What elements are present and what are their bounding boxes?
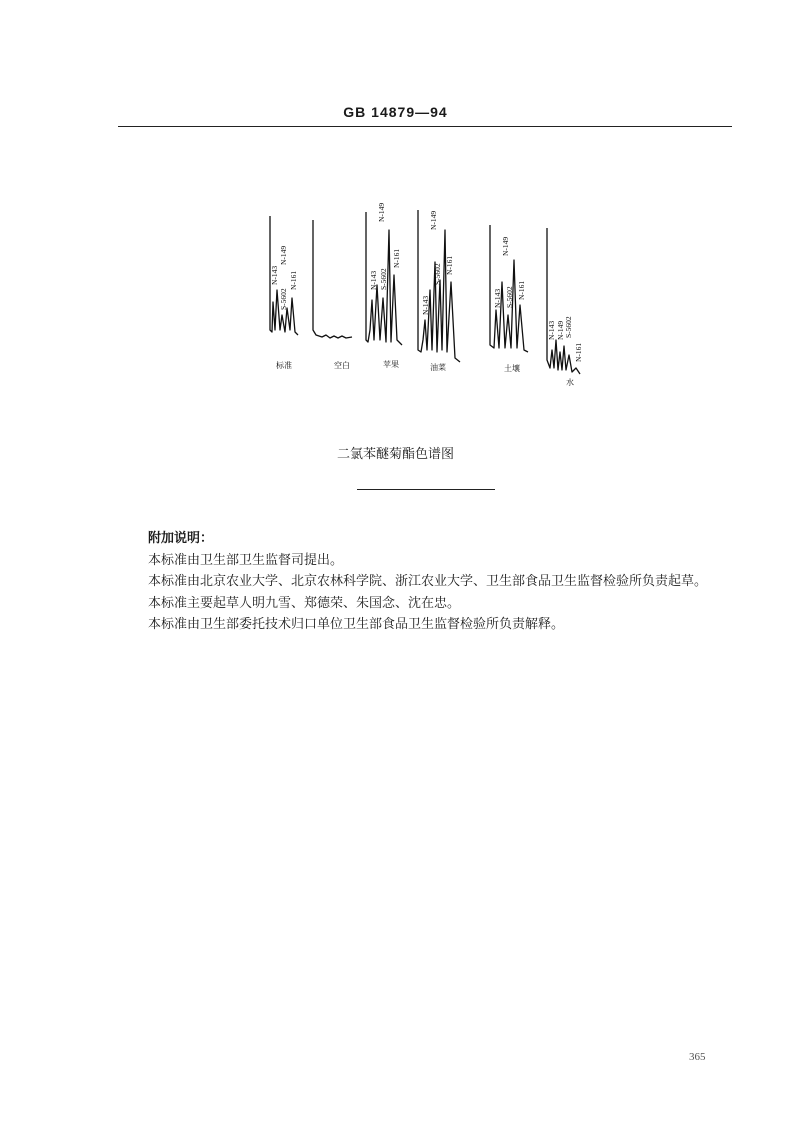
- notes-line: 本标准主要起草人明九雪、郑德荣、朱国念、沈在忠。: [148, 595, 461, 611]
- peak-label: S-5602: [564, 316, 573, 338]
- peak-label: N-149: [501, 236, 510, 256]
- peak-label: N-149: [279, 245, 288, 265]
- peak-label: N-161: [392, 248, 401, 268]
- trace-blank: [313, 220, 352, 338]
- peak-label: S-5602: [433, 263, 442, 285]
- page-number: 365: [689, 1051, 706, 1063]
- notes-line: 本标准由卫生部委托技术归口单位卫生部食品卫生监督检验所负责解释。: [148, 617, 565, 632]
- panel-label-soil: 土壤: [504, 364, 520, 373]
- notes-line: 本标准由卫生部卫生监督司提出。: [148, 552, 344, 568]
- panel-label-standard: 标准: [276, 361, 292, 370]
- peak-label: N-161: [289, 270, 298, 290]
- peak-label: N-161: [574, 342, 583, 362]
- peak-label: N-149: [556, 320, 565, 340]
- panel-label-apple: 苹果: [383, 360, 399, 369]
- peak-label: N-161: [517, 280, 526, 300]
- peak-label: N-143: [493, 288, 502, 308]
- additional-notes: [148, 528, 748, 636]
- peak-label: S-5602: [505, 286, 514, 308]
- peak-label: N-161: [445, 255, 454, 275]
- peak-label: S-5602: [279, 288, 288, 310]
- panel-label-blank: 空白: [334, 361, 350, 370]
- peak-label: N-149: [377, 202, 386, 222]
- chromatogram-figure: [250, 190, 610, 400]
- peak-label: S-5602: [379, 268, 388, 290]
- peak-label: N-149: [429, 210, 438, 230]
- standard-header: GB 14879—94: [343, 104, 448, 120]
- notes-title: 附加说明：: [148, 531, 214, 546]
- notes-line: 本标准由北京农业大学、北京农林科学院、浙江农业大学、卫生部食品卫生监督检验所负责起草。: [148, 574, 708, 589]
- peak-label: N-143: [369, 270, 378, 290]
- section-rule: [357, 489, 495, 490]
- figure-caption: 二氯苯醚菊酯色谱图: [336, 447, 454, 462]
- peak-label: N-143: [421, 295, 430, 315]
- peak-label: N-143: [270, 265, 279, 285]
- header-rule: [118, 126, 732, 127]
- peak-label: N-143: [547, 320, 556, 340]
- panel-label-rapeseed: 油菜: [430, 363, 446, 372]
- panel-label-water: 水: [566, 378, 574, 387]
- trace-rapeseed: [418, 210, 460, 362]
